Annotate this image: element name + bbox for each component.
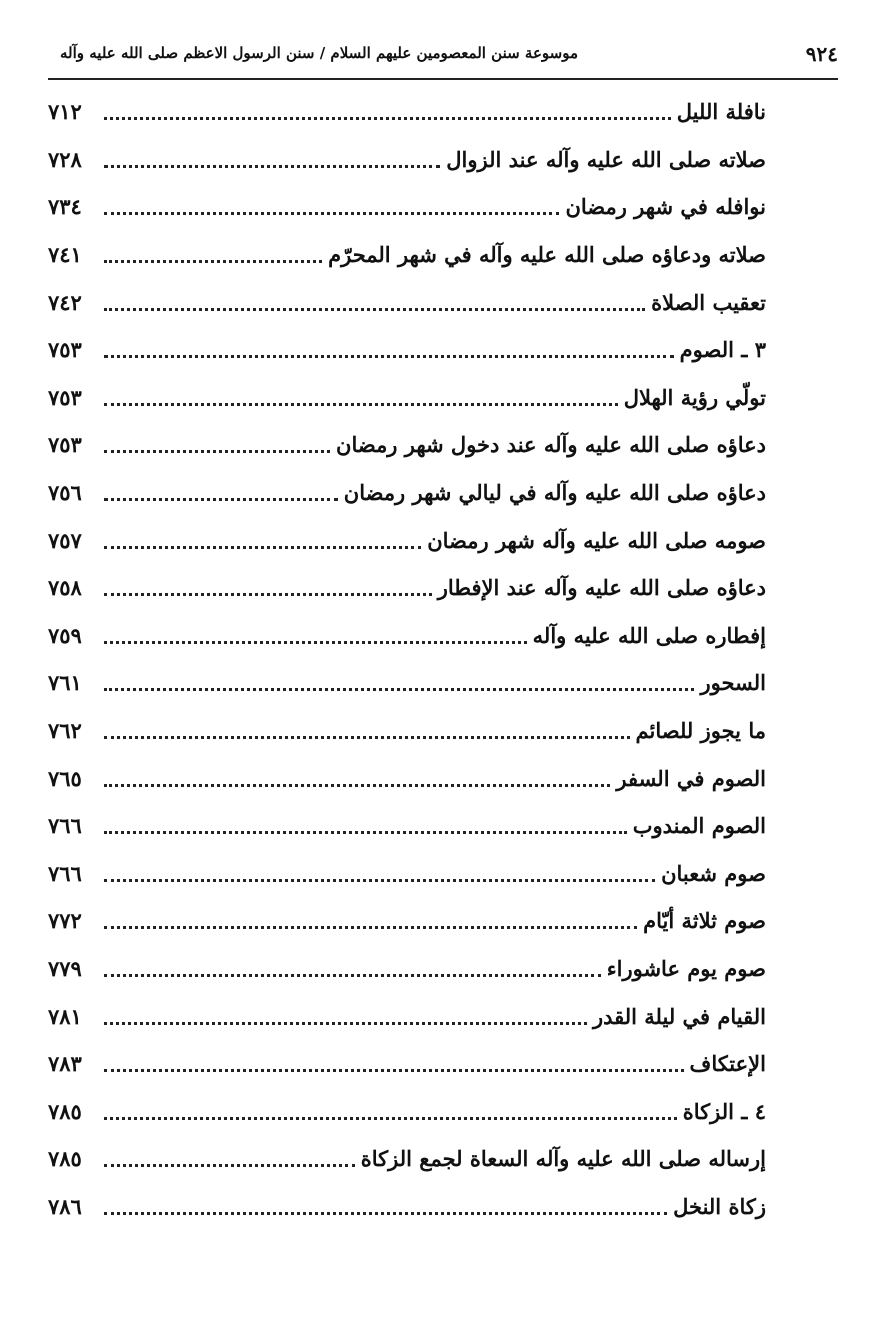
toc-entry-page: ٧٤٢ xyxy=(48,289,82,315)
toc-entry xyxy=(48,421,766,469)
dot-leader xyxy=(104,403,618,406)
toc-entry-page: ٧٦١ xyxy=(48,670,82,696)
page-header xyxy=(60,36,838,76)
toc-entry-page: ٧٦٦ xyxy=(48,813,82,839)
toc-entry-page: ٧٥٩ xyxy=(48,622,82,648)
toc-entry-page: ٧٧٢ xyxy=(48,908,82,934)
dot-leader xyxy=(104,260,322,263)
toc-entry-title: السحور xyxy=(700,670,766,696)
toc-entry-title: دعاؤه صلى الله عليه وآله عند دخول شهر رمضان xyxy=(336,432,766,458)
toc-entry-title: ٤ ـ الزكاة xyxy=(682,1098,766,1124)
table-of-contents xyxy=(48,88,766,1230)
toc-entry xyxy=(48,1040,766,1088)
dot-leader xyxy=(104,212,559,215)
toc-entry-page: ٧٤١ xyxy=(48,242,82,268)
toc-entry-page: ٧٨١ xyxy=(48,1003,82,1029)
toc-entry xyxy=(48,802,766,850)
toc-entry-page: ٧٣٤ xyxy=(48,194,82,220)
dot-leader xyxy=(104,1069,684,1072)
toc-entry-page: ٧٨٥ xyxy=(48,1098,82,1124)
dot-leader xyxy=(104,879,655,882)
toc-entry-title: صلاته ودعاؤه صلى الله عليه وآله في شهر المحرّم xyxy=(328,242,766,268)
toc-entry xyxy=(48,564,766,612)
toc-entry xyxy=(48,707,766,755)
dot-leader xyxy=(104,784,610,787)
dot-leader xyxy=(104,1022,587,1025)
dot-leader xyxy=(104,688,694,691)
dot-leader xyxy=(104,1164,355,1167)
toc-entry-title: زكاة النخل xyxy=(673,1193,766,1219)
dot-leader xyxy=(104,355,674,358)
toc-entry xyxy=(48,992,766,1040)
toc-entry-page: ٧٢٨ xyxy=(48,146,82,172)
toc-entry xyxy=(48,516,766,564)
dot-leader xyxy=(104,974,601,977)
dot-leader xyxy=(104,593,432,596)
dot-leader xyxy=(104,450,330,453)
toc-entry-title: نوافله في شهر رمضان xyxy=(565,194,766,220)
toc-entry-title: صومه صلى الله عليه وآله شهر رمضان xyxy=(427,527,766,553)
dot-leader xyxy=(104,308,645,311)
toc-entry-title: صلاته صلى الله عليه وآله عند الزوال xyxy=(446,146,766,172)
header-rule xyxy=(48,78,838,80)
page-number: ٩٢٤ xyxy=(805,42,838,66)
toc-entry xyxy=(48,945,766,993)
toc-entry xyxy=(48,469,766,517)
toc-entry xyxy=(48,612,766,660)
toc-entry-title: إرساله صلى الله عليه وآله السعاة لجمع الزكاة xyxy=(360,1146,766,1172)
toc-entry xyxy=(48,88,766,136)
toc-entry-page: ٧٥٣ xyxy=(48,337,82,363)
toc-entry xyxy=(48,850,766,898)
toc-entry-page: ٧٨٥ xyxy=(48,1146,82,1172)
toc-entry xyxy=(48,754,766,802)
toc-entry-title: تولّي رؤية الهلال xyxy=(623,384,766,410)
dot-leader xyxy=(104,831,627,834)
toc-entry xyxy=(48,183,766,231)
toc-entry xyxy=(48,897,766,945)
toc-entry-title: الإعتكاف xyxy=(689,1051,766,1077)
toc-entry-title: القيام في ليلة القدر xyxy=(592,1003,766,1029)
toc-entry xyxy=(48,1183,766,1231)
toc-entry-page: ٧٥٨ xyxy=(48,575,82,601)
toc-entry xyxy=(48,1135,766,1183)
dot-leader xyxy=(104,1212,667,1215)
toc-entry-page: ٧٥٣ xyxy=(48,384,82,410)
toc-entry xyxy=(48,278,766,326)
toc-entry-page: ٧٥٧ xyxy=(48,527,82,553)
toc-entry-title: الصوم المندوب xyxy=(632,813,766,839)
toc-entry-title: دعاؤه صلى الله عليه وآله عند الإفطار xyxy=(437,575,766,601)
toc-entry xyxy=(48,374,766,422)
toc-entry-page: ٧١٢ xyxy=(48,99,82,125)
toc-entry xyxy=(48,231,766,279)
toc-entry xyxy=(48,326,766,374)
dot-leader xyxy=(104,165,440,168)
toc-entry-title: الصوم في السفر xyxy=(616,765,766,791)
toc-entry-title: صوم شعبان xyxy=(661,860,766,886)
running-title: موسوعة سنن المعصومين عليهم السلام / سنن الرسول الاعظم صلى الله عليه وآله xyxy=(60,44,578,62)
toc-entry xyxy=(48,659,766,707)
toc-entry-page: ٧٦٥ xyxy=(48,765,82,791)
dot-leader xyxy=(104,926,637,929)
toc-entry-title: ٣ ـ الصوم xyxy=(679,337,766,363)
toc-entry-page: ٧٥٦ xyxy=(48,480,82,506)
toc-entry-page: ٧٦٢ xyxy=(48,718,82,744)
dot-leader xyxy=(104,1117,677,1120)
dot-leader xyxy=(104,641,527,644)
dot-leader xyxy=(104,117,671,120)
toc-entry-title: ما يجوز للصائم xyxy=(635,718,766,744)
toc-entry-title: تعقيب الصلاة xyxy=(651,289,766,315)
toc-entry-page: ٧٨٣ xyxy=(48,1051,82,1077)
toc-entry-page: ٧٥٣ xyxy=(48,432,82,458)
toc-entry xyxy=(48,1087,766,1135)
toc-entry-page: ٧٦٦ xyxy=(48,860,82,886)
dot-leader xyxy=(104,546,421,549)
toc-entry-page: ٧٨٦ xyxy=(48,1193,82,1219)
toc-entry-title: نافلة الليل xyxy=(676,99,766,125)
toc-entry xyxy=(48,136,766,184)
dot-leader xyxy=(104,498,338,501)
toc-entry-title: صوم ثلاثة أيّام xyxy=(643,908,766,934)
toc-entry-page: ٧٧٩ xyxy=(48,955,82,981)
toc-entry-title: دعاؤه صلى الله عليه وآله في ليالي شهر رمضان xyxy=(343,480,766,506)
dot-leader xyxy=(104,736,630,739)
toc-entry-title: صوم يوم عاشوراء xyxy=(606,955,766,981)
toc-entry-title: إفطاره صلى الله عليه وآله xyxy=(532,622,766,648)
